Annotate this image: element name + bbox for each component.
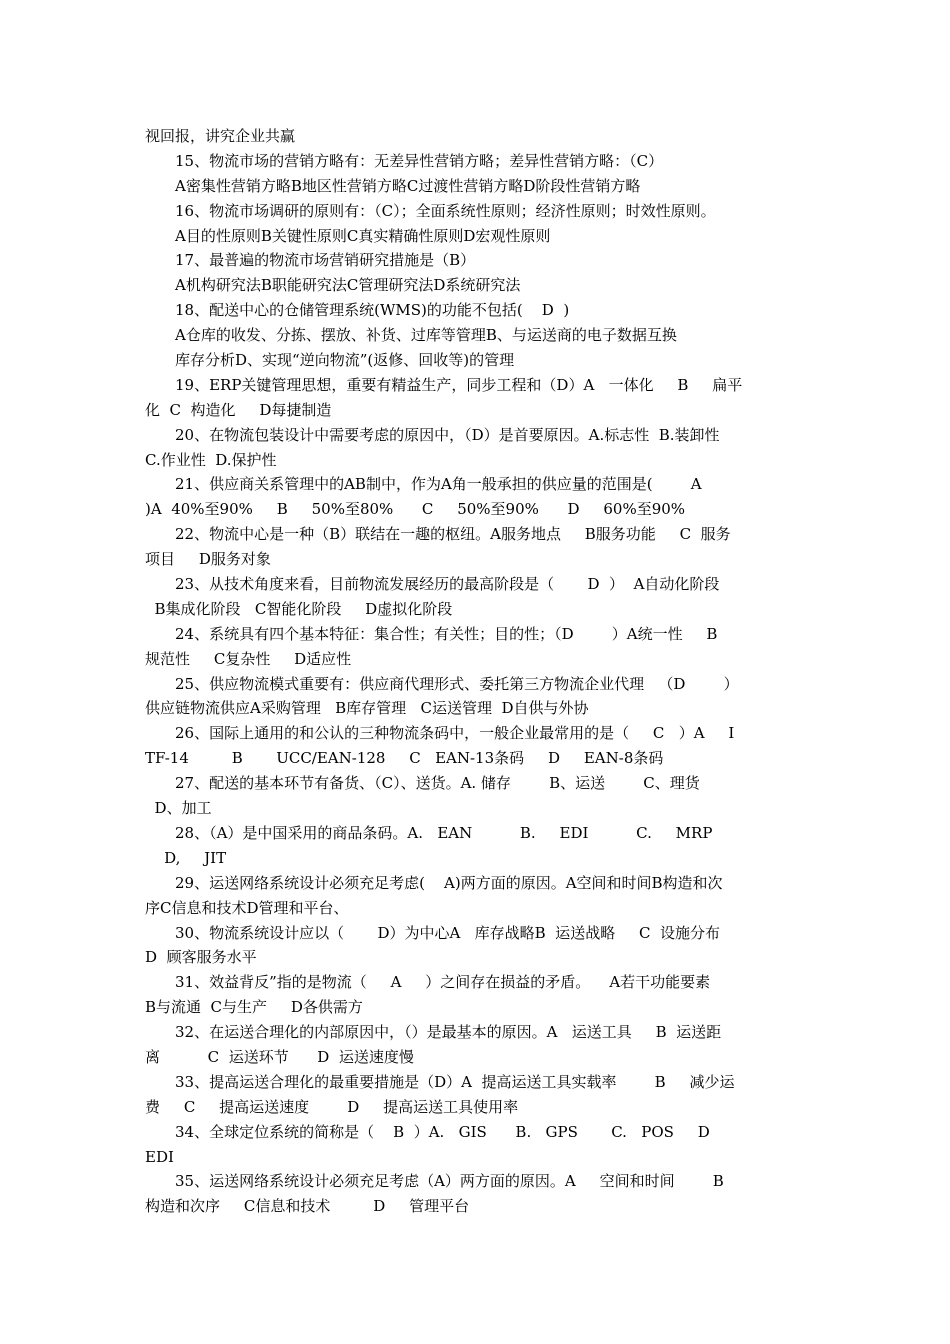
question-26: 26、国际上通用的和公认的三种物流条码中，一般企业最常用的是（ C ）A I: [175, 724, 735, 743]
question-23: 23、从技术角度来看，目前物流发展经历的最高阶段是（ D ） A自动化阶段: [175, 575, 720, 594]
text-line: 化 C 构造化 D每捷制造: [145, 400, 332, 419]
text-line: 规范性 C复杂性 D适应性: [145, 649, 352, 668]
question-17-options: A机构研究法B职能研究法C管理研究法D系统研究法: [175, 276, 521, 295]
question-35: 35、运送网络系统设计必须充足考虑（A）两方面的原因。A 空间和时间 B: [175, 1172, 724, 1191]
document-body: [145, 124, 810, 1219]
text-line: 项目 D服务对象: [145, 550, 271, 569]
question-18: 18、配送中心的仓储管理系统(WMS)的功能不包括( D ): [175, 301, 570, 320]
text-line: D 顾客服务水平: [145, 948, 257, 967]
question-34: 34、全球定位系统的简称是（ B ）A. GIS B. GPS C. POS D: [175, 1122, 710, 1141]
question-24: 24、系统具有四个基本特征：集合性；有关性；目的性；（D ）A统一性 B: [175, 624, 718, 643]
question-16: 16、物流市场调研的原则有：（C）；全面系统性原则；经济性原则；时效性原则。: [175, 201, 716, 220]
text-line: 序C信息和技术D管理和平台、: [145, 898, 349, 917]
text-line: 供应链物流供应A采购管理 B库存管理 C运送管理 D自供与外协: [145, 699, 589, 718]
text-line: TF-14 B UCC/EAN-128 C EAN-13条码 D EAN-8条码: [145, 749, 664, 768]
text-line: 离 C 运送环节 D 运送速度慢: [145, 1047, 414, 1066]
question-20: 20、在物流包装设计中需要考虑的原因中，（D）是首要原因。A.标志性 B.装卸性: [175, 425, 720, 444]
text-line: EDI: [145, 1147, 174, 1166]
text-line: D、加工: [145, 799, 212, 818]
question-16-options: A目的性原则B关键性原则C真实精确性原则D宏观性原则: [175, 226, 551, 245]
question-18-options: A仓库的收发、分拣、摆放、补货、过库等管理B、与运送商的电子数据互换: [175, 326, 677, 345]
question-31: 31、效益背反”指的是物流（ A ）之间存在损益的矛盾。 A若干功能要素: [175, 973, 711, 992]
question-29: 29、运送网络系统设计必须充足考虑( A)两方面的原因。A空间和时间B构造和次: [175, 873, 723, 892]
text-line: 视回报，讲究企业共赢: [145, 127, 296, 145]
text-line: 库存分析D、实现“逆向物流”(返修、回收等)的管理: [175, 351, 515, 370]
text-line: 费 C 提高运送速度 D 提高运送工具使用率: [145, 1097, 519, 1116]
text-line: C.作业性 D.保护性: [145, 450, 277, 469]
question-15: 15、物流市场的营销方略有：无差异性营销方略；差异性营销方略：（C）: [175, 151, 664, 170]
question-21: 21、供应商关系管理中的AB制中，作为A角一般承担的供应量的范围是( A: [175, 475, 702, 494]
question-32: 32、在运送合理化的内部原因中，（）是最基本的原因。A 运送工具 B 运送距: [175, 1023, 722, 1042]
question-22: 22、物流中心是一种（B）联结在一趣的枢纽。A服务地点 B服务功能 C 服务: [175, 525, 731, 544]
question-19: 19、ERP关键管理思想，重要有精益生产，同步工程和（D）A 一体化 B 扁平: [175, 375, 743, 394]
question-33: 33、提高运送合理化的最重要措施是（D）A 提高运送工具实载率 B 减少运: [175, 1072, 735, 1091]
question-28: 28、（A）是中国采用的商品条码。A. EAN B. EDI C. MRP: [175, 823, 713, 842]
question-30: 30、物流系统设计应以（ D）为中心A 库存战略B 运送战略 C 设施分布: [175, 923, 721, 942]
text-line: )A 40%至90% B 50%至80% C 50%至90% D 60%至90%: [145, 500, 686, 519]
question-15-options: A密集性营销方略B地区性营销方略C过渡性营销方略D阶段性营销方略: [175, 176, 641, 195]
question-27: 27、配送的基本环节有备货、（C）、送货。A. 储存 B、运送 C、理货: [175, 774, 700, 793]
question-17: 17、最普遍的物流市场营销研究措施是（B）: [175, 251, 476, 270]
text-line: B与流通 C与生产 D各供需方: [145, 998, 363, 1017]
question-25: 25、供应物流模式重要有：供应商代理形式、委托第三方物流企业代理 （D ）: [175, 674, 739, 693]
text-line: 构造和次序 C信息和技术 D 管理平台: [145, 1197, 470, 1216]
text-line: B集成化阶段 C智能化阶段 D虚拟化阶段: [145, 599, 453, 618]
text-line: D, JIT: [145, 848, 227, 867]
